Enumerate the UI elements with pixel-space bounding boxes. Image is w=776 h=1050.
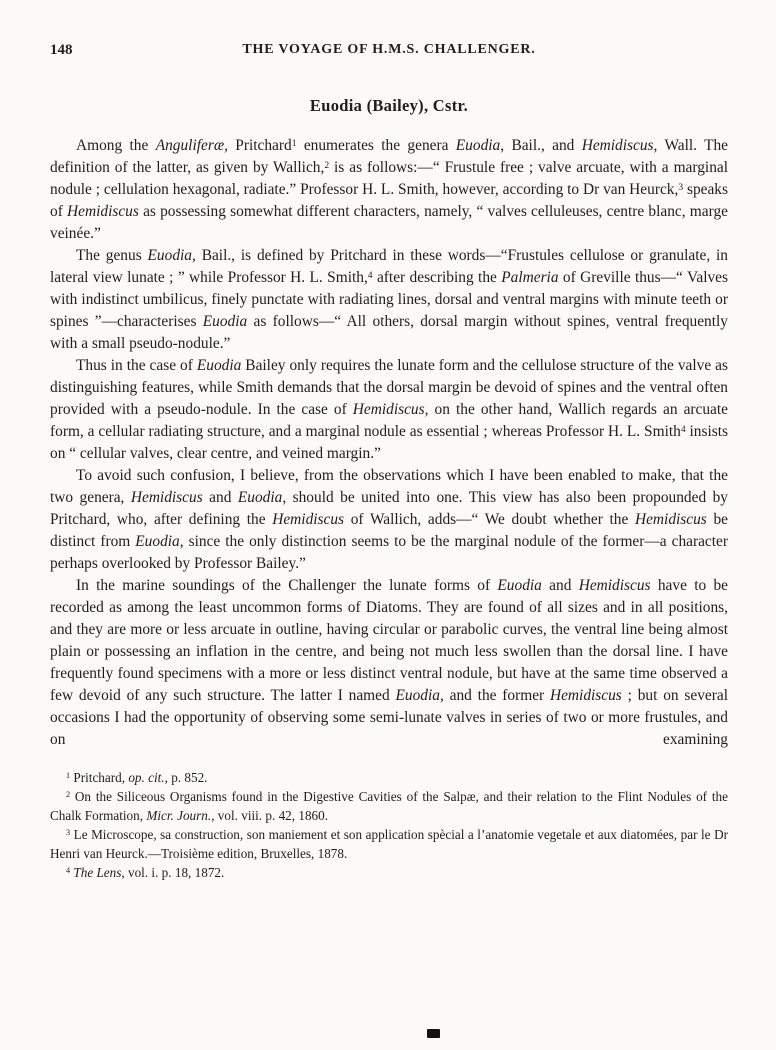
text-run: is as follows:—“ Frustule free ; valve arcuate, with a marginal nodule ; cellulation hexagonal, radiate.” Professor H. L. Smith, however, according to Dr van Heurck, [50, 159, 728, 198]
text-run: On the Siliceous Organisms found in the Digestive Cavities of the Salpæ, and their relation to the Flint Nodules of the Chalk Formation, [50, 789, 728, 823]
text-run: and [541, 577, 579, 594]
footnotes [50, 768, 728, 882]
text-run: Euodia [237, 489, 283, 506]
text-run: of Greville thus—“ Valves with indistinct umbilicus, finely punctate with radiating lines, dorsal and ventral margins with minute teeth or spines ”—characterises [50, 269, 728, 330]
paragraph [50, 575, 728, 751]
text-run: op. cit. [128, 770, 165, 785]
text-run: Pritchard, [70, 770, 129, 785]
text-run: The Lens [73, 865, 122, 880]
text-run: Thus in the case of [76, 357, 197, 374]
text-run: Euodia [497, 577, 542, 594]
paragraph [50, 465, 728, 575]
text-run: Euodia [455, 137, 501, 154]
text-run: , Bail., and [500, 137, 582, 154]
text-run: Anguliferæ, [155, 137, 228, 154]
text-run: , p. 852. [164, 770, 208, 785]
text-run: Hemidiscus [352, 401, 425, 418]
text-run: Hemidiscus [549, 687, 622, 704]
text-run: , and the former [439, 687, 550, 704]
text-run: Euodia [202, 313, 248, 330]
footnote-ref: 3 [66, 828, 71, 838]
text-run: Among the [76, 137, 156, 154]
text-run: , should be united into one. This view has also been propounded by Pritchard, who, after defining the [50, 489, 728, 528]
text-run: Micr. Journ. [146, 808, 212, 823]
text-run: Hemidiscus [272, 511, 345, 528]
text-run: enumerates the genera [296, 137, 456, 154]
footnote-ref: 4 [367, 269, 373, 281]
text-run: To avoid such confusion, I believe, from the observations which I have been enabled to make, that the two genera, [50, 467, 728, 506]
text-run: after describing the [372, 269, 502, 286]
text-run: Le Microscope, sa construction, son maniement et son application spècial a l’anatomie vegetale et aux diatomées, par le Dr Henri van Heurck.—Troisième edition, Bruxelles, 1878. [50, 827, 728, 861]
text-run: The genus [76, 247, 148, 264]
text-run: , Wall. The definition of the latter, as given by Wallich, [50, 137, 728, 176]
paragraph [50, 245, 728, 355]
text-run: and [202, 489, 238, 506]
text-run: Euodia [196, 357, 242, 374]
text-run: , on the other hand, Wallich regards an arcuate form, a cellular radiating structure, and a marginal nodule as essential ; whereas Professor H. L. Smith [50, 401, 728, 440]
footnote [50, 787, 728, 825]
text-run: Hemidiscus [581, 137, 654, 154]
paragraph [50, 135, 728, 245]
paragraph [50, 355, 728, 465]
footnote-ref: 4 [66, 866, 71, 876]
footnote-ref: 4 [680, 423, 686, 435]
body-paragraphs [50, 135, 728, 751]
footnote-ref: 1 [66, 771, 71, 781]
text-run: Euodia [147, 247, 192, 264]
text-run: have to be recorded as among the least uncommon forms of Diatoms. They are found of all sizes and in all positions, and they are more or less arcuate in outline, having circular or parabolic curves, the ventral line being almost plain or possessing an inflation in the centre, and being not much less swollen than the dorsal line. I have frequently found specimens with a more or less distinct ventral nodule, but have at the same time observed a few devoid of any such structure. The latter I named [50, 577, 729, 704]
footnote [50, 863, 728, 882]
text-run: Hemidiscus [578, 577, 651, 594]
text-run: speaks of [50, 181, 728, 220]
text-run: insists on “ cellular valves, clear centre, and veined margin.” [50, 423, 728, 462]
footnote [50, 825, 728, 863]
text-run: , since the only distinction seems to be the marginal nodule of the former—a character perhaps overlooked by Professor Bailey.” [50, 533, 728, 572]
text-run: Hemidiscus [67, 203, 139, 220]
text-run: Pritchard [227, 137, 292, 154]
text-run: Hemidiscus [130, 489, 203, 506]
text-run: Hemidiscus [634, 511, 707, 528]
footnote-ref: 3 [678, 181, 684, 193]
footnote-ref: 2 [324, 159, 330, 171]
text-run: ; but on several occasions I had the opportunity of observing some semi-lunate valves in series of two or more frustules, and on examining [50, 687, 728, 748]
text-run: of Wallich, adds—“ We doubt whether the [344, 511, 635, 528]
page-number: 148 [50, 42, 73, 58]
text-run: as possessing somewhat different characters, namely, “ valves celluleuses, centre blanc, marge veinée.” [50, 203, 728, 242]
text-run: , vol. viii. p. 42, 1860. [211, 808, 329, 823]
running-title: THE VOYAGE OF H.M.S. CHALLENGER. [242, 42, 536, 57]
section-title: Euodia (Bailey), Cstr. [309, 96, 469, 115]
text-run: Euodia [395, 687, 440, 704]
running-header [50, 42, 728, 60]
scan-artifact [427, 1029, 440, 1038]
text-run: , Bail., is defined by Pritchard in these words—“Frustules cellulose or granulate, in lateral view lunate ; ” while Professor H. L. Smith, [50, 247, 729, 286]
text-run: In the marine soundings of the Challenger the lunate forms of [76, 577, 498, 594]
text-run: be distinct from [50, 511, 729, 550]
text-run: , vol. i. p. 18, 1872. [121, 865, 225, 880]
text-run: Euodia [135, 533, 180, 550]
footnote-ref: 1 [291, 137, 297, 149]
text-run: Palmeria [501, 269, 559, 286]
text-run: as follows—“ All others, dorsal margin without spines, ventral frequently with a small pseudo-nodule.” [50, 313, 728, 352]
text-run: Bailey only requires the lunate form and the cellulose structure of the valve as distinguishing features, while Smith demands that the dorsal margin be devoid of spines and the ventral often provided with a pseudo-nodule. In the case of [50, 357, 729, 418]
footnote [50, 768, 728, 787]
footnote-ref: 2 [66, 790, 71, 800]
